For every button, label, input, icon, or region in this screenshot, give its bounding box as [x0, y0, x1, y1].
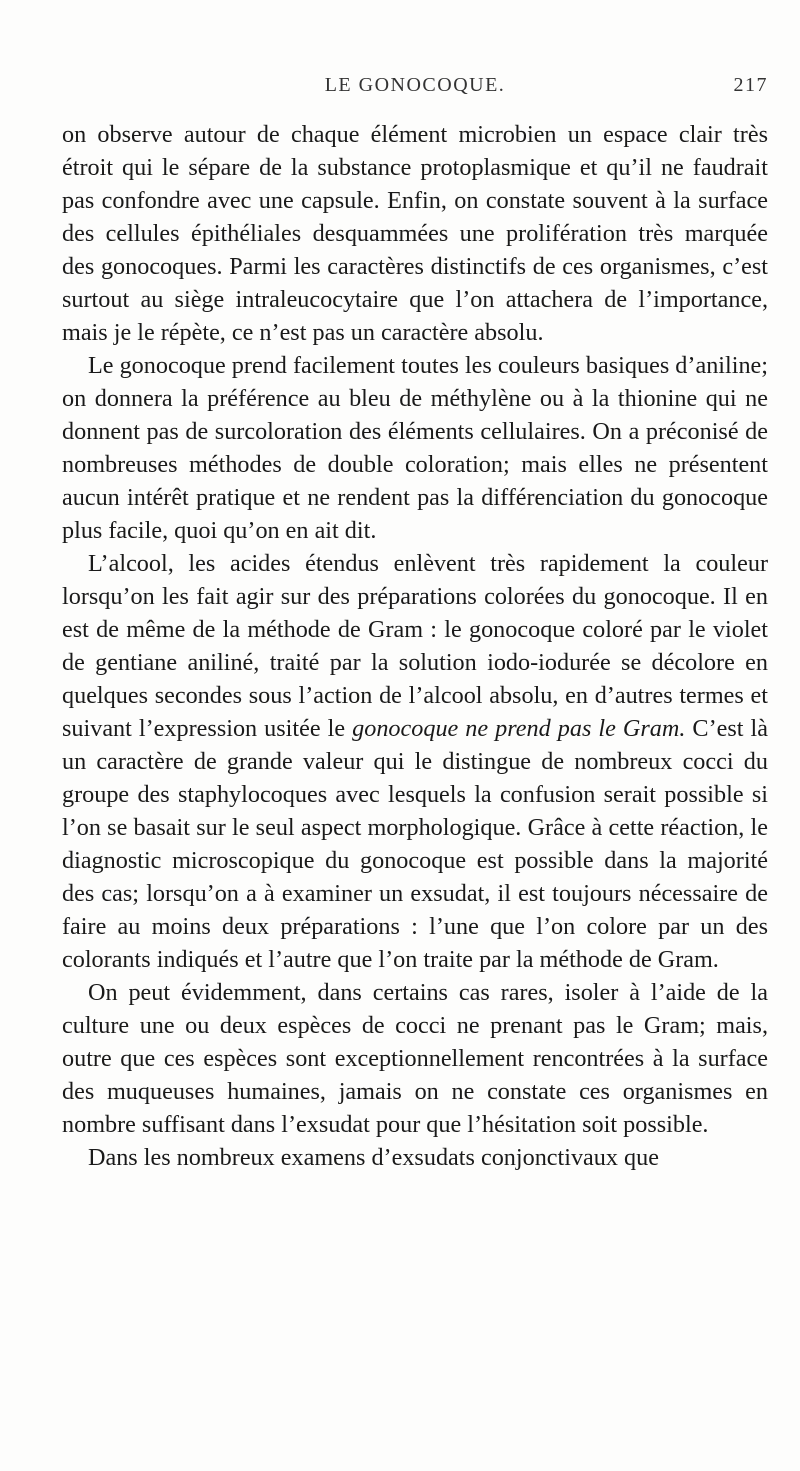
body-text — [62, 118, 768, 1174]
paragraph-text: on observe autour de chaque élément microbien un espace clair très étroit qui le sépare de la substance protoplasmique et qu’il ne faudrait pas confondre avec une capsule. Enfin, on constate souvent à la surface des cellules épithéliales desquammées une prolifération très marquée des gonocoques. Parmi les caractères distinctifs de ces organismes, c’est surtout au siège intraleucocytaire que l’on attachera de l’importance, mais je le répète, ce n’est pas un caractère absolu. — [62, 121, 768, 346]
paragraph-text: C’est là un caractère de grande valeur qui le distingue de nombreux cocci du groupe des staphylocoques avec lesquels la confusion serait possible si l’on se basait sur le seul aspect morphologique. Grâce à cette réaction, le diagnostic microscopique du gonocoque est possible dans la majorité des cas; lorsqu’on a à examiner un exsudat, il est toujours nécessaire de faire au moins deux préparations : l’une que l’on colore par un des colorants indiqués et l’autre que l’on traite par la méthode de Gram. — [62, 715, 768, 973]
paragraph — [62, 1141, 768, 1174]
italic-phrase: gonocoque ne prend pas le Gram. — [352, 715, 686, 742]
paragraph-text: On peut évidemment, dans certains cas rares, isoler à l’aide de la culture une ou deux espèces de cocci ne prenant pas le Gram; mais, outre que ces espèces sont exceptionnellement rencontrées à la surface des muqueuses humaines, jamais on ne constate ces organismes en nombre suffisant dans l’exsudat pour que l’hésitation soit possible. — [62, 979, 768, 1138]
page-header — [62, 74, 768, 104]
paragraph — [62, 118, 768, 349]
paragraph-text: Le gonocoque prend facilement toutes les couleurs basiques d’aniline; on donnera la préférence au bleu de méthylène ou à la thionine qui ne donnent pas de surcoloration des éléments cellulaires. On a préconisé de nombreuses méthodes de double coloration; mais elles ne présentent aucun intérêt pratique et ne rendent pas la différenciation du gonocoque plus facile, quoi qu’on en ait dit. — [62, 352, 768, 544]
paragraph — [62, 976, 768, 1141]
paragraph-text: L’alcool, les acides étendus enlèvent très rapidement la couleur lorsqu’on les fait agir sur des préparations colorées du gonocoque. Il en est de même de la méthode de Gram : le gonocoque coloré par le violet de gentiane aniliné, traité par la solution iodo-iodurée se décolore en quelques secondes sous l’action de l’alcool absolu, en d’autres termes et suivant l’expression usitée le — [62, 550, 768, 742]
paragraph — [62, 349, 768, 547]
running-title: LE GONOCOQUE. — [324, 74, 506, 96]
paragraph — [62, 547, 768, 976]
page-number: 217 — [733, 74, 768, 96]
paragraph-text: Dans les nombreux examens d’exsudats conjonctivaux que — [88, 1144, 659, 1171]
